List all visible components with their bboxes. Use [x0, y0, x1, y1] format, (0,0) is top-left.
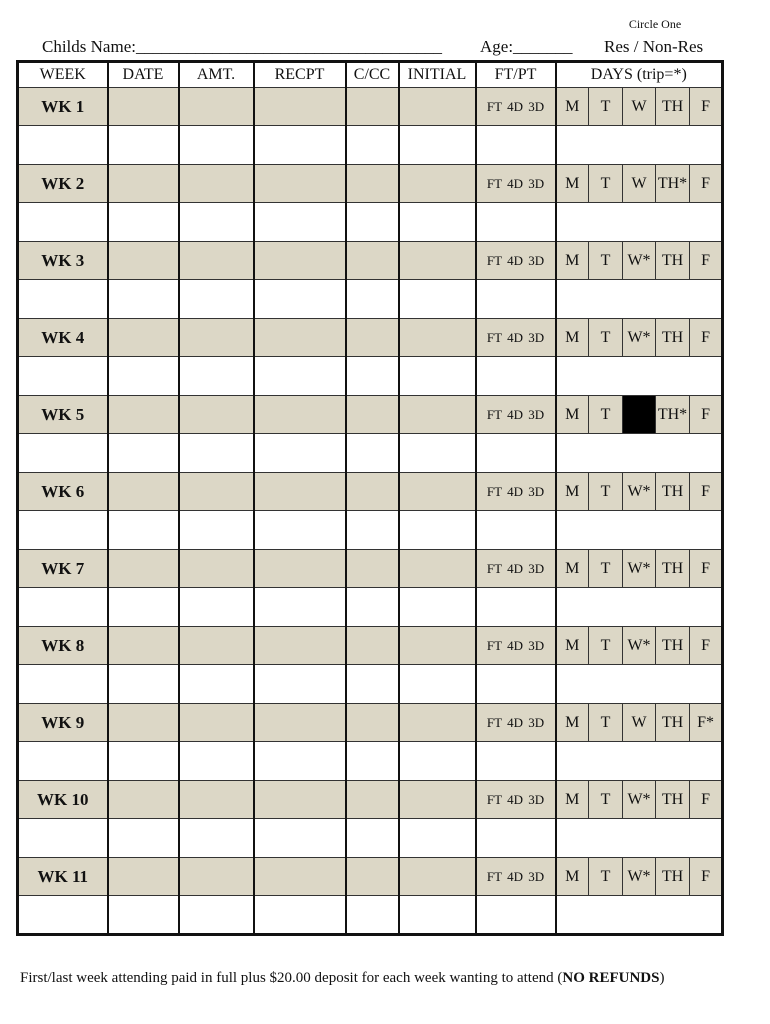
amt-cell[interactable]: [179, 88, 254, 126]
initial-cell[interactable]: [399, 473, 476, 511]
day-option[interactable]: F: [690, 88, 723, 126]
ccc-cell[interactable]: [346, 319, 399, 357]
amt-entry[interactable]: [179, 742, 254, 781]
footer-note: [20, 970, 750, 987]
day-option[interactable]: F: [690, 319, 723, 357]
days-entry[interactable]: [556, 280, 723, 319]
ccc-entry[interactable]: [346, 588, 399, 627]
ccc-entry[interactable]: [346, 357, 399, 396]
ccc-cell[interactable]: [346, 473, 399, 511]
initial-cell[interactable]: [399, 627, 476, 665]
days-entry[interactable]: [556, 357, 723, 396]
initial-entry[interactable]: [399, 511, 476, 550]
week-row: [18, 550, 723, 588]
initial-entry[interactable]: [399, 742, 476, 781]
week-entry[interactable]: [18, 665, 108, 704]
amt-cell[interactable]: [179, 627, 254, 665]
recpt-entry[interactable]: [254, 896, 346, 935]
ftpt-entry[interactable]: [476, 203, 556, 242]
week-label: WK 6: [18, 473, 108, 511]
footer-end: ): [659, 970, 665, 986]
ftpt-options[interactable]: FT 4D 3D: [476, 165, 556, 203]
ccc-entry[interactable]: [346, 511, 399, 550]
footer-text: First/last week attending paid in full plus $20.00 deposit for each week wanting to attend (: [20, 970, 563, 986]
ftpt-entry[interactable]: [476, 742, 556, 781]
initial-cell[interactable]: [399, 319, 476, 357]
day-option[interactable]: T: [589, 550, 623, 588]
amt-entry[interactable]: [179, 434, 254, 473]
recpt-entry[interactable]: [254, 203, 346, 242]
recpt-cell[interactable]: [254, 319, 346, 357]
days-entry[interactable]: [556, 203, 723, 242]
day-option[interactable]: T: [589, 781, 623, 819]
ftpt-options[interactable]: FT 4D 3D: [476, 550, 556, 588]
ccc-cell[interactable]: [346, 858, 399, 896]
ccc-cell[interactable]: [346, 165, 399, 203]
recpt-cell[interactable]: [254, 704, 346, 742]
ccc-cell[interactable]: [346, 88, 399, 126]
recpt-entry[interactable]: [254, 742, 346, 781]
col-date: DATE: [108, 62, 179, 88]
amt-cell[interactable]: [179, 165, 254, 203]
ccc-cell[interactable]: [346, 704, 399, 742]
week-row: [18, 88, 723, 126]
entry-row: [18, 280, 723, 319]
date-entry[interactable]: [108, 665, 179, 704]
recpt-entry[interactable]: [254, 357, 346, 396]
col-week: WEEK: [18, 62, 108, 88]
col-ftpt: FT/PT: [476, 62, 556, 88]
day-option[interactable]: TH: [656, 550, 690, 588]
attendance-body: [18, 88, 723, 935]
day-option[interactable]: W*: [623, 627, 656, 665]
day-option[interactable]: W*: [623, 550, 656, 588]
week-label: WK 4: [18, 319, 108, 357]
ccc-entry[interactable]: [346, 203, 399, 242]
initial-cell[interactable]: [399, 165, 476, 203]
days-entry[interactable]: [556, 742, 723, 781]
day-option[interactable]: F: [690, 781, 723, 819]
date-cell[interactable]: [108, 781, 179, 819]
week-row: [18, 627, 723, 665]
ftpt-entry[interactable]: [476, 280, 556, 319]
initial-cell[interactable]: [399, 781, 476, 819]
week-label: WK 11: [18, 858, 108, 896]
amt-entry[interactable]: [179, 665, 254, 704]
day-option[interactable]: M: [556, 704, 589, 742]
days-entry[interactable]: [556, 896, 723, 935]
recpt-cell[interactable]: [254, 627, 346, 665]
day-option[interactable]: W*: [623, 781, 656, 819]
day-option[interactable]: M: [556, 627, 589, 665]
week-entry[interactable]: [18, 357, 108, 396]
ccc-entry[interactable]: [346, 126, 399, 165]
amt-entry[interactable]: [179, 896, 254, 935]
week-label: WK 7: [18, 550, 108, 588]
ftpt-entry[interactable]: [476, 665, 556, 704]
childs-name-field[interactable]: Childs Name:____________________________________: [42, 37, 442, 56]
day-option[interactable]: M: [556, 473, 589, 511]
day-option[interactable]: W*: [623, 319, 656, 357]
entry-row: [18, 434, 723, 473]
initial-entry[interactable]: [399, 665, 476, 704]
week-row: [18, 242, 723, 280]
initial-cell[interactable]: [399, 242, 476, 280]
week-row: [18, 858, 723, 896]
week-row: [18, 396, 723, 434]
entry-row: [18, 126, 723, 165]
date-cell[interactable]: [108, 396, 179, 434]
day-option[interactable]: T: [589, 627, 623, 665]
day-option[interactable]: W*: [623, 858, 656, 896]
col-amt: AMT.: [179, 62, 254, 88]
day-option[interactable]: TH: [656, 858, 690, 896]
residency-choice[interactable]: Res / Non-Res: [604, 37, 704, 56]
entry-row: [18, 203, 723, 242]
day-option[interactable]: M: [556, 242, 589, 280]
attendance-table: [16, 60, 724, 936]
day-option[interactable]: TH: [656, 627, 690, 665]
days-entry[interactable]: [556, 665, 723, 704]
day-option[interactable]: T: [589, 319, 623, 357]
week-row: [18, 319, 723, 357]
day-option[interactable]: TH: [656, 88, 690, 126]
day-option[interactable]: M: [556, 550, 589, 588]
ccc-entry[interactable]: [346, 742, 399, 781]
week-entry[interactable]: [18, 280, 108, 319]
entry-row: [18, 896, 723, 935]
ccc-cell[interactable]: [346, 550, 399, 588]
day-option[interactable]: T: [589, 396, 623, 434]
week-row: [18, 704, 723, 742]
ftpt-entry[interactable]: [476, 511, 556, 550]
date-cell[interactable]: [108, 319, 179, 357]
amt-entry[interactable]: [179, 126, 254, 165]
week-entry[interactable]: [18, 588, 108, 627]
date-entry[interactable]: [108, 588, 179, 627]
initial-entry[interactable]: [399, 896, 476, 935]
amt-cell[interactable]: [179, 858, 254, 896]
day-option[interactable]: T: [589, 242, 623, 280]
entry-row: [18, 511, 723, 550]
recpt-cell[interactable]: [254, 550, 346, 588]
recpt-cell[interactable]: [254, 242, 346, 280]
day-option[interactable]: T: [589, 858, 623, 896]
amt-entry[interactable]: [179, 203, 254, 242]
amt-entry[interactable]: [179, 280, 254, 319]
date-entry[interactable]: [108, 434, 179, 473]
ftpt-options[interactable]: FT 4D 3D: [476, 396, 556, 434]
initial-entry[interactable]: [399, 126, 476, 165]
day-option[interactable]: F: [690, 396, 723, 434]
date-entry[interactable]: [108, 203, 179, 242]
recpt-cell[interactable]: [254, 165, 346, 203]
day-option[interactable]: F: [690, 242, 723, 280]
day-option[interactable]: TH: [656, 781, 690, 819]
amt-cell[interactable]: [179, 781, 254, 819]
date-entry[interactable]: [108, 280, 179, 319]
initial-cell[interactable]: [399, 704, 476, 742]
week-label: WK 9: [18, 704, 108, 742]
col-recpt: RECPT: [254, 62, 346, 88]
amt-entry[interactable]: [179, 819, 254, 858]
week-entry[interactable]: [18, 511, 108, 550]
day-option[interactable]: W*: [623, 242, 656, 280]
table-header-row: [18, 62, 723, 88]
day-option[interactable]: TH: [656, 242, 690, 280]
initial-cell[interactable]: [399, 858, 476, 896]
date-entry[interactable]: [108, 896, 179, 935]
day-option[interactable]: M: [556, 319, 589, 357]
initial-entry[interactable]: [399, 819, 476, 858]
week-entry[interactable]: [18, 742, 108, 781]
ftpt-options[interactable]: FT 4D 3D: [476, 242, 556, 280]
date-cell[interactable]: [108, 242, 179, 280]
entry-row: [18, 742, 723, 781]
ccc-cell[interactable]: [346, 396, 399, 434]
col-initial: INITIAL: [399, 62, 476, 88]
day-option[interactable]: W*: [623, 473, 656, 511]
initial-entry[interactable]: [399, 434, 476, 473]
week-entry[interactable]: [18, 819, 108, 858]
amt-entry[interactable]: [179, 588, 254, 627]
day-option[interactable]: M: [556, 88, 589, 126]
week-entry[interactable]: [18, 434, 108, 473]
ccc-entry[interactable]: [346, 819, 399, 858]
day-option[interactable]: T: [589, 704, 623, 742]
initial-cell[interactable]: [399, 88, 476, 126]
ftpt-options[interactable]: FT 4D 3D: [476, 627, 556, 665]
day-option[interactable]: TH: [656, 473, 690, 511]
initial-cell[interactable]: [399, 396, 476, 434]
footer-bold: NO REFUNDS: [562, 970, 660, 986]
recpt-entry[interactable]: [254, 665, 346, 704]
entry-row: [18, 819, 723, 858]
day-option[interactable]: [623, 396, 656, 434]
date-cell[interactable]: [108, 858, 179, 896]
circle-one-note: Circle One: [628, 17, 682, 31]
week-label: WK 3: [18, 242, 108, 280]
date-cell[interactable]: [108, 550, 179, 588]
day-option[interactable]: T: [589, 88, 623, 126]
recpt-entry[interactable]: [254, 511, 346, 550]
week-label: WK 2: [18, 165, 108, 203]
entry-row: [18, 357, 723, 396]
day-option[interactable]: TH*: [656, 396, 690, 434]
initial-cell[interactable]: [399, 550, 476, 588]
ftpt-entry[interactable]: [476, 588, 556, 627]
recpt-entry[interactable]: [254, 588, 346, 627]
day-option[interactable]: W: [623, 704, 656, 742]
amt-entry[interactable]: [179, 511, 254, 550]
date-cell[interactable]: [108, 88, 179, 126]
amt-cell[interactable]: [179, 319, 254, 357]
ccc-entry[interactable]: [346, 280, 399, 319]
week-entry[interactable]: [18, 203, 108, 242]
entry-row: [18, 588, 723, 627]
week-label: WK 8: [18, 627, 108, 665]
ftpt-entry[interactable]: [476, 434, 556, 473]
day-option[interactable]: W: [623, 165, 656, 203]
week-row: [18, 781, 723, 819]
ccc-entry[interactable]: [346, 896, 399, 935]
ccc-cell[interactable]: [346, 781, 399, 819]
recpt-entry[interactable]: [254, 126, 346, 165]
age-field[interactable]: Age:_______: [480, 37, 573, 56]
ftpt-options[interactable]: FT 4D 3D: [476, 319, 556, 357]
col-ccc: C/CC: [346, 62, 399, 88]
day-option[interactable]: T: [589, 165, 623, 203]
week-row: [18, 165, 723, 203]
date-entry[interactable]: [108, 819, 179, 858]
recpt-entry[interactable]: [254, 819, 346, 858]
date-entry[interactable]: [108, 742, 179, 781]
day-option[interactable]: TH: [656, 704, 690, 742]
recpt-cell[interactable]: [254, 396, 346, 434]
ftpt-options[interactable]: FT 4D 3D: [476, 704, 556, 742]
date-cell[interactable]: [108, 704, 179, 742]
amt-entry[interactable]: [179, 357, 254, 396]
ccc-entry[interactable]: [346, 434, 399, 473]
day-option[interactable]: T: [589, 473, 623, 511]
week-label: WK 5: [18, 396, 108, 434]
amt-cell[interactable]: [179, 704, 254, 742]
ccc-cell[interactable]: [346, 242, 399, 280]
amt-cell[interactable]: [179, 473, 254, 511]
amt-cell[interactable]: [179, 242, 254, 280]
day-option[interactable]: M: [556, 396, 589, 434]
day-option[interactable]: M: [556, 165, 589, 203]
day-option[interactable]: M: [556, 781, 589, 819]
ftpt-options[interactable]: FT 4D 3D: [476, 88, 556, 126]
day-option[interactable]: F: [690, 473, 723, 511]
date-entry[interactable]: [108, 511, 179, 550]
initial-entry[interactable]: [399, 357, 476, 396]
day-option[interactable]: F: [690, 165, 723, 203]
ftpt-entry[interactable]: [476, 819, 556, 858]
entry-row: [18, 665, 723, 704]
week-entry[interactable]: [18, 126, 108, 165]
ftpt-entry[interactable]: [476, 896, 556, 935]
week-entry[interactable]: [18, 896, 108, 935]
date-cell[interactable]: [108, 627, 179, 665]
date-entry[interactable]: [108, 126, 179, 165]
ftpt-options[interactable]: FT 4D 3D: [476, 781, 556, 819]
initial-entry[interactable]: [399, 203, 476, 242]
days-entry[interactable]: [556, 434, 723, 473]
initial-entry[interactable]: [399, 588, 476, 627]
day-option[interactable]: F: [690, 550, 723, 588]
ftpt-options[interactable]: FT 4D 3D: [476, 473, 556, 511]
ccc-entry[interactable]: [346, 665, 399, 704]
days-entry[interactable]: [556, 819, 723, 858]
week-row: [18, 473, 723, 511]
days-entry[interactable]: [556, 511, 723, 550]
recpt-cell[interactable]: [254, 88, 346, 126]
recpt-entry[interactable]: [254, 434, 346, 473]
recpt-cell[interactable]: [254, 781, 346, 819]
week-label: WK 1: [18, 88, 108, 126]
day-option[interactable]: F*: [690, 704, 723, 742]
amt-cell[interactable]: [179, 550, 254, 588]
initial-entry[interactable]: [399, 280, 476, 319]
date-cell[interactable]: [108, 165, 179, 203]
day-option[interactable]: F: [690, 858, 723, 896]
date-entry[interactable]: [108, 357, 179, 396]
ftpt-entry[interactable]: [476, 126, 556, 165]
ccc-cell[interactable]: [346, 627, 399, 665]
day-option[interactable]: W: [623, 88, 656, 126]
col-days: DAYS (trip=*): [556, 62, 723, 88]
days-entry[interactable]: [556, 126, 723, 165]
week-label: WK 10: [18, 781, 108, 819]
recpt-cell[interactable]: [254, 473, 346, 511]
date-cell[interactable]: [108, 473, 179, 511]
recpt-entry[interactable]: [254, 280, 346, 319]
day-option[interactable]: M: [556, 858, 589, 896]
day-option[interactable]: TH*: [656, 165, 690, 203]
recpt-cell[interactable]: [254, 858, 346, 896]
ftpt-options[interactable]: FT 4D 3D: [476, 858, 556, 896]
day-option[interactable]: TH: [656, 319, 690, 357]
day-option[interactable]: F: [690, 627, 723, 665]
days-entry[interactable]: [556, 588, 723, 627]
ftpt-entry[interactable]: [476, 357, 556, 396]
amt-cell[interactable]: [179, 396, 254, 434]
